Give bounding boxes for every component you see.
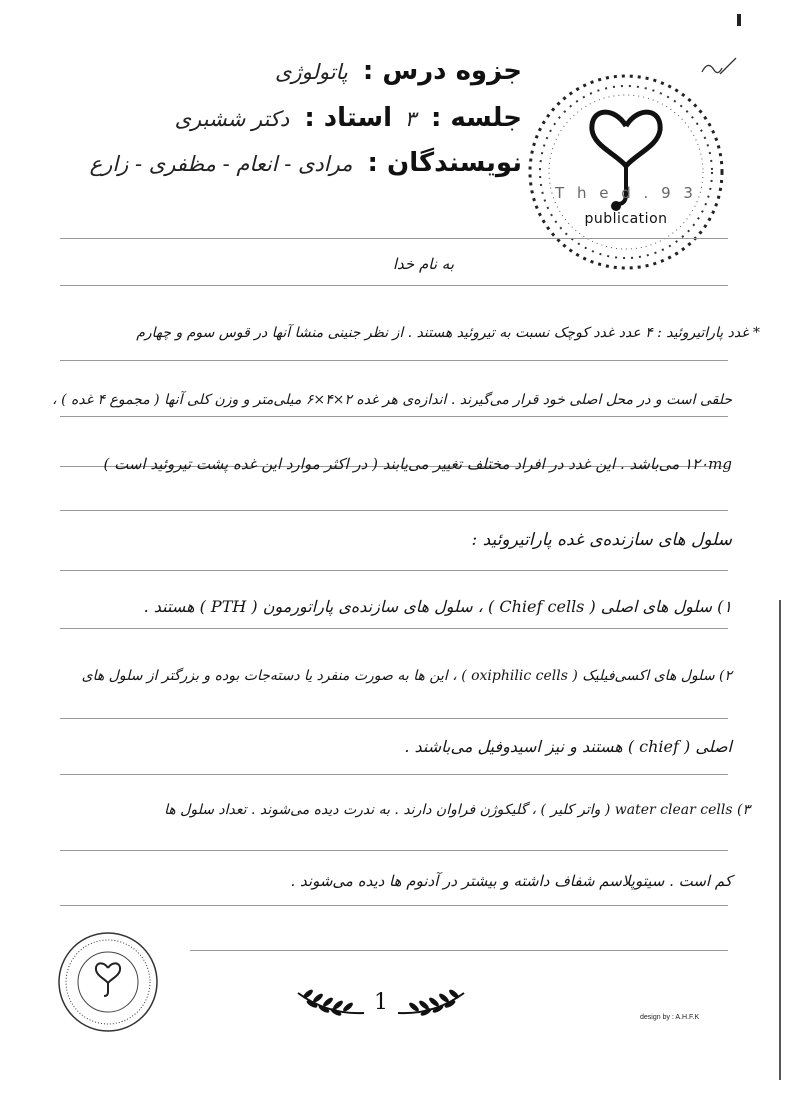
ruled-line	[60, 570, 728, 571]
subject-label: جزوه درس :	[362, 56, 522, 86]
ruled-line	[60, 850, 728, 851]
publication-stamp	[56, 930, 160, 1034]
design-credit: design by : A.H.F.K	[640, 1014, 700, 1021]
note-line: اصلی ( chief ) هستند و نیز اسیدوفیل می‌باشند .	[404, 737, 732, 756]
ruled-line	[60, 285, 728, 286]
writers-value: مرادی - انعام - مظفری - زارع	[89, 152, 353, 176]
publication-logo	[520, 66, 732, 278]
writers-label: نویسندگان :	[367, 148, 522, 178]
note-line: حلقی است و در محل اصلی خود قرار می‌گیرند . اندازه‌ی هر غده ۲×۴×۶ میلی‌متر و وزن کلی آنها ( مجموع ۴ غده ) ،	[52, 392, 732, 408]
ruled-line	[190, 950, 728, 951]
ruled-line	[60, 360, 728, 361]
professor-label: استاد :	[304, 103, 392, 133]
session-value: ۳	[404, 107, 416, 131]
professor-field	[175, 103, 392, 133]
svg-text:T h e d . 9 3: T h e d . 9 3	[555, 184, 697, 202]
scan-edge	[779, 600, 781, 1080]
subject-value: پاتولوژی	[275, 60, 348, 84]
ruled-line	[60, 416, 728, 417]
session-label: جلسه :	[430, 103, 522, 133]
heart-stethoscope-icon	[96, 963, 120, 996]
scan-mark	[737, 14, 741, 26]
page-number: 1	[374, 990, 388, 1015]
ruled-line	[60, 905, 728, 906]
session-field	[405, 103, 522, 133]
ruled-line	[60, 774, 728, 775]
ruled-line	[60, 718, 728, 719]
ruled-line	[60, 510, 728, 511]
logo-text: publication	[584, 211, 668, 227]
ruled-line	[60, 628, 728, 629]
note-line: ۳) water clear cells ( واتر کلیر ) ، گلیکوژن فراوان دارند . به ندرت دیده می‌شوند . تعداد سلول ها	[164, 802, 750, 818]
subject-field	[275, 56, 522, 86]
note-line: ۲) سلول های اکسی‌فیلیک ( oxiphilic cells ) ، این ها به صورت منفرد یا دسته‌جات بوده و بزرگتر از سلول های	[81, 668, 732, 684]
laurel-left-icon	[294, 985, 368, 1019]
professor-value: دکتر ششبری	[174, 107, 290, 131]
ruled-line	[60, 238, 728, 239]
note-line: سلول های سازنده‌ی غده پاراتیروئید :	[471, 530, 732, 550]
opening-line: به نام خدا	[392, 255, 454, 273]
note-line: * غدد پاراتیروئید : ۴ عدد غدد کوچک نسبت به تیروئید هستند . از نظر جنینی منشا آنها در قوس سوم و چهارم	[136, 325, 760, 341]
note-line: ۱) سلول های اصلی ( Chief cells ) ، سلول های سازنده‌ی پاراتورمون ( PTH ) هستند .	[143, 597, 732, 616]
heart-stethoscope-icon	[592, 112, 660, 166]
note-line: ۱۲۰mg می‌باشد . این غدد در افراد مختلف تغییر می‌یابند ( در اکثر موارد این غده پشت تیروئید است )	[103, 455, 732, 473]
laurel-right-icon	[394, 985, 468, 1019]
writers-field	[90, 148, 522, 178]
note-line: کم است . سیتوپلاسم شفاف داشته و بیشتر در آدنوم ها دیده می‌شوند .	[290, 872, 732, 890]
